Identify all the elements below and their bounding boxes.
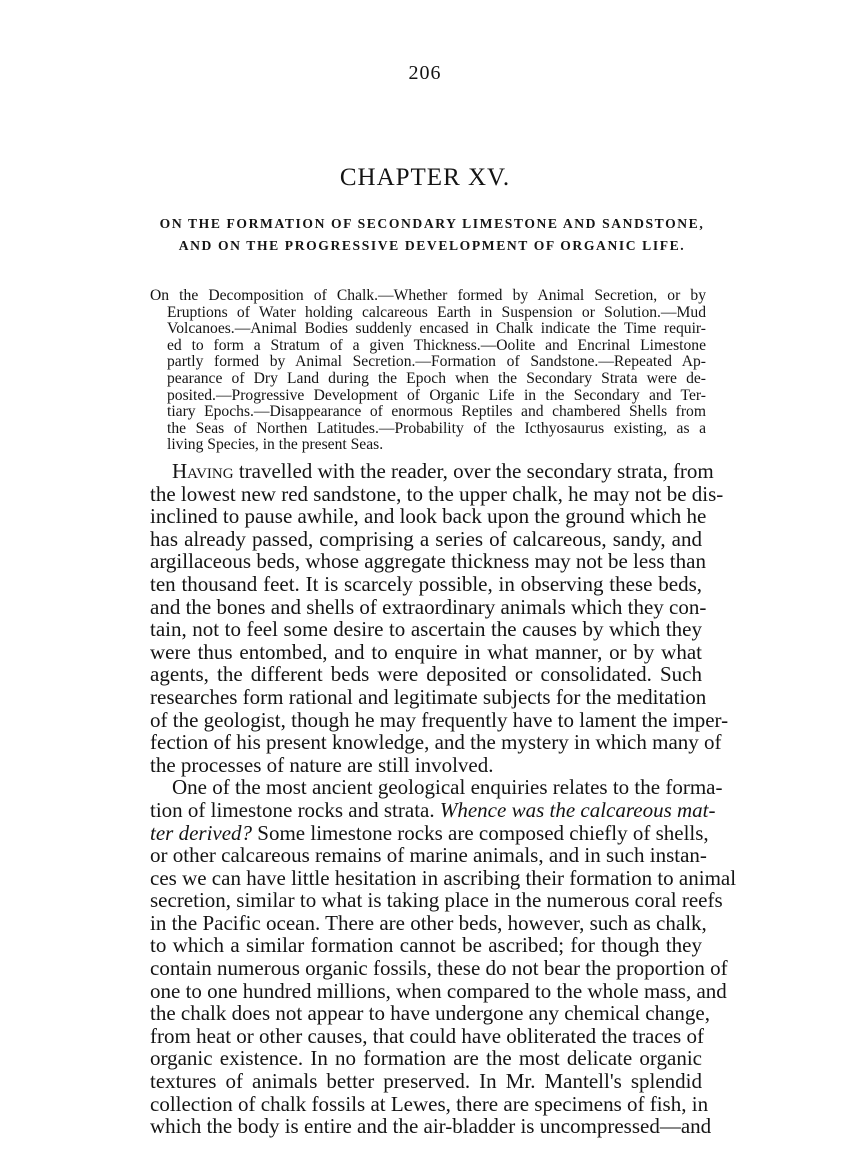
paragraph-2-line: secretion, similar to what is taking place in the numerous coral reefs: [150, 888, 723, 913]
chapter-subtitle: [152, 213, 712, 257]
paragraph-1-line: researches form rational and legitimate subjects for the meditation: [150, 684, 707, 709]
paragraph-1-line: and the bones and shells of extraordinary animals which they con-: [150, 594, 707, 619]
paragraph-2-line: ces we can have little hesitation in ascribing their formation to animal: [150, 865, 737, 890]
paragraph-1-line: were thus entombed, and to enquire in what manner, or by what: [150, 639, 702, 664]
paragraph-2-line: which the body is entire and the air-bladder is uncompressed—and: [150, 1114, 712, 1139]
paragraph-1-line: [150, 459, 714, 483]
paragraph-1-first-word: Having: [172, 459, 234, 483]
paragraph-2-italic-question: ter derived?: [150, 820, 253, 845]
paragraph-2-text: tion of limestone rocks and strata.: [150, 797, 440, 822]
chapter-synopsis: [150, 288, 706, 454]
synopsis-line: On the Decomposition of Chalk.—Whether formed by Animal Secretion, or by: [150, 287, 706, 304]
paragraph-2-line: contain numerous organic fossils, these do not bear the proportion of: [150, 956, 728, 981]
paragraph-1-line: tain, not to feel some desire to ascertain the causes by which they: [150, 617, 702, 642]
synopsis-line: Eruptions of Water holding calcareous Earth in Suspension or Solution.—Mud: [167, 303, 706, 321]
paragraph-1-line: argillaceous beds, whose aggregate thickness may not be less than: [150, 549, 706, 574]
chapter-subtitle-line: ON THE FORMATION OF SECONDARY LIMESTONE AND SANDSTONE,: [159, 216, 705, 231]
synopsis-line: the Seas of Northen Latitudes.—Probability of the Icthyosaurus existing, as a: [167, 419, 706, 437]
paragraph-2-line: [150, 820, 709, 845]
paragraph-2-line: from heat or other causes, that could have obliterated the traces of: [150, 1023, 704, 1048]
paragraph-2-line: textures of animals better preserved. In Mr. Mantell's splendid: [150, 1069, 702, 1094]
chapter-subtitle-line: AND ON THE PROGRESSIVE DEVELOPMENT OF ORGANIC LIFE.: [178, 238, 686, 253]
paragraph-2-line: to which a similar formation cannot be ascribed; for though they: [150, 933, 702, 958]
synopsis-line: Volcanoes.—Animal Bodies suddenly encased in Chalk indicate the Time requir-: [167, 320, 706, 338]
paragraph-1-line: agents, the different beds were deposited or consolidated. Such: [150, 662, 702, 687]
paragraph-2-line: in the Pacific ocean. There are other beds, however, such as chalk,: [150, 910, 707, 935]
paragraph-1-line: the lowest new red sandstone, to the upper chalk, he may not be dis-: [150, 481, 724, 506]
synopsis-line: ed to form a Stratum of a given Thickness.—Oolite and Encrinal Limestone: [167, 336, 706, 354]
paragraph-1-first-line-text: travelled with the reader, over the secondary strata, from: [233, 459, 714, 483]
paragraph-1-line: of the geologist, though he may frequently have to lament the imper-: [150, 707, 729, 732]
synopsis-line: tiary Epochs.—Disappearance of enormous Reptiles and chambered Shells from: [167, 403, 706, 421]
chapter-title: CHAPTER XV.: [339, 164, 511, 191]
synopsis-line: partly formed by Animal Secretion.—Formation of Sandstone.—Repeated Ap-: [167, 353, 706, 371]
synopsis-line: living Species, in the present Seas.: [167, 436, 384, 454]
page-number: 206: [408, 62, 442, 84]
paragraph-2-line: One of the most ancient geological enquiries relates to the forma-: [172, 775, 723, 800]
synopsis-line: posited.—Progressive Development of Organic Life in the Secondary and Ter-: [167, 386, 706, 404]
paragraph-2-line: organic existence. In no formation are the most delicate organic: [150, 1046, 702, 1071]
paragraph-2-line: or other calcareous remains of marine animals, and in such instan-: [150, 843, 707, 868]
paragraph-2-line: collection of chalk fossils at Lewes, there are specimens of fish, in: [150, 1091, 709, 1116]
paragraph-2-line: the chalk does not appear to have undergone any chemical change,: [150, 1001, 710, 1026]
paragraph-2-italic-question: Whence was the calcareous mat-: [439, 797, 716, 822]
paragraph-1-line: inclined to pause awhile, and look back upon the ground which he: [150, 504, 707, 529]
paragraph-2-line: [150, 797, 716, 822]
paragraph-2-text: Some limestone rocks are composed chiefly of shells,: [252, 820, 709, 845]
paragraph-1-line: ten thousand feet. It is scarcely possible, in observing these beds,: [150, 571, 702, 596]
paragraph-1-line: fection of his present knowledge, and the mystery in which many of: [150, 730, 722, 755]
paragraph-2-line: one to one hundred millions, when compared to the whole mass, and: [150, 978, 727, 1003]
synopsis-line: pearance of Dry Land during the Epoch when the Secondary Strata were de-: [167, 369, 706, 387]
body-text: [150, 459, 737, 1139]
paragraph-1-line: the processes of nature are still involved.: [150, 752, 494, 777]
paragraph-1-line: has already passed, comprising a series of calcareous, sandy, and: [150, 526, 702, 551]
